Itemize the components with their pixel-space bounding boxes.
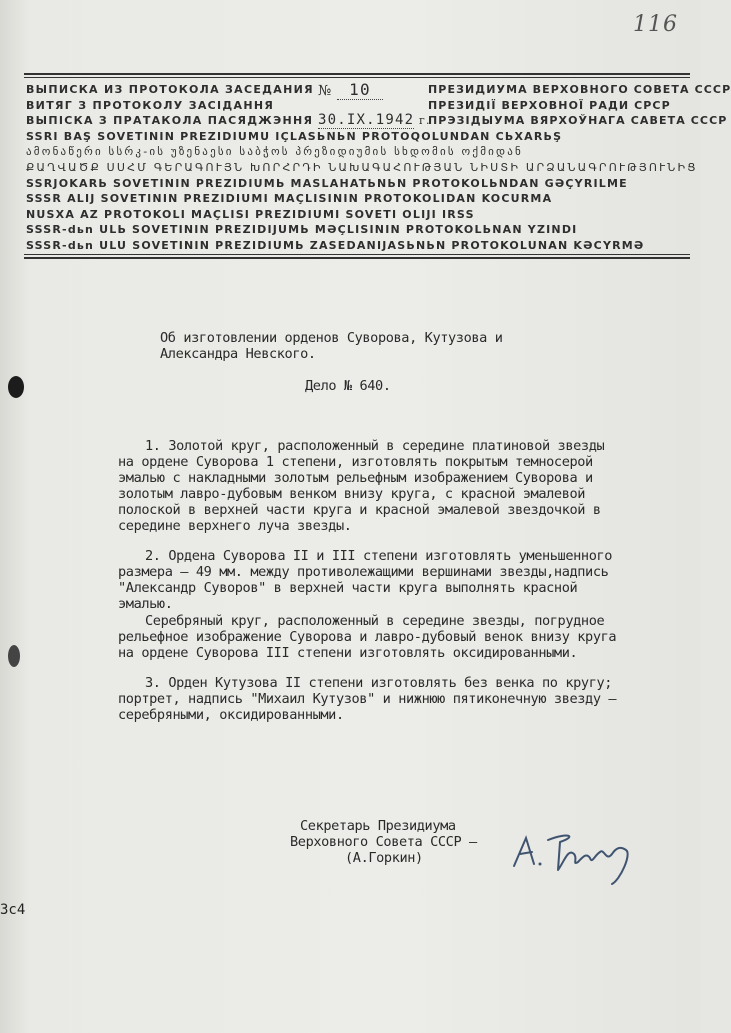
para1-line-3: эмалью с накладными золотым рельефным изображением Суворова и bbox=[118, 470, 593, 486]
handwritten-signature bbox=[508, 818, 648, 888]
archive-page-number: 116 bbox=[633, 12, 678, 37]
para1-line-4: золотым лавро-дубовым венком внизу круга, с красной эмалевой bbox=[118, 486, 586, 502]
letterhead-row-3 bbox=[26, 112, 728, 129]
letterhead bbox=[26, 80, 731, 254]
letterhead-ua-left: ВИТЯГ З ПРОТОКОЛУ ЗАСІДАННЯ bbox=[26, 98, 275, 112]
signatory-body: Верховного Совета СССР – bbox=[290, 834, 477, 850]
protocol-date-value: 30.IX.1942 bbox=[318, 112, 415, 129]
letterhead-line-hy: ՔԱՂՎԱԾՔ ՍՍՀՄ ԳԵՐԱԳՈՒՅՆ ԽՈՐՀՐԴԻ ՆԱԽԱԳԱՀՈՒԹՅԱՆ ՆԻՍՏԻ ԱՐՁԱՆԱԳՐՈՒԹՅՈՒՆԻՑ bbox=[26, 160, 698, 174]
para3-line-3: серебряными, оксидированными. bbox=[118, 707, 344, 723]
para2-line-3: "Александр Суворов" в верхней части круга выполнять красной bbox=[118, 580, 578, 596]
para2b-line-3: на ордене Суворова III степени изготовлять оксидированными. bbox=[118, 645, 578, 661]
letterhead-line-tj: NUSXA AZ PROTOKOLI MAÇLISI PREZIDIUMI SOVETI OLIJI IRSS bbox=[26, 207, 475, 221]
letterhead-row-2 bbox=[26, 98, 690, 114]
subject-line-1: Об изготовлении орденов Суворова, Кутузова и bbox=[160, 330, 503, 346]
binder-punch-hole bbox=[8, 645, 20, 667]
letterhead-spacer bbox=[318, 98, 428, 114]
letterhead-ru-left: ВЫПИСКА ИЗ ПРОТОКОЛА ЗАСЕДАНИЯ bbox=[26, 83, 314, 96]
letterhead-row-1 bbox=[26, 80, 731, 99]
para2-line-2: размера – 49 мм. между противолежащими вершинами звезды,надпись bbox=[118, 564, 609, 580]
subject-line-2: Александра Невского. bbox=[160, 346, 316, 362]
signatory-name: (А.Горкин) bbox=[345, 850, 423, 866]
para1-line-5: полоской в верхней части круга и красной эмалевой звездочкой в bbox=[118, 502, 601, 518]
letterhead-line-ky: SSSR-dьn ULU SOVETININ PREZIDIUMЬ ZASEDANIJASЬNЬN PROTOKOLUNAN KƏCYRMƏ bbox=[26, 238, 645, 252]
letterhead-line-az: SSRI BAŞ SOVETININ PREZIDIUMU IÇLASЬNЬN PROTOQOLUNDAN CЬXARЬŞ bbox=[26, 129, 563, 143]
header-bottom-rule bbox=[24, 257, 690, 259]
letterhead-by-left: ВЫПІСКА З ПРАТАКОЛА ПАСЯДЖЭННЯ bbox=[26, 114, 314, 128]
header-top-rule-thin bbox=[24, 77, 690, 78]
header-top-rule bbox=[24, 73, 690, 75]
para1-line-1: 1. Золотой круг, расположенный в середине платиновой звезды bbox=[145, 438, 605, 454]
number-sign: № bbox=[318, 83, 333, 99]
margin-note: 3с4 bbox=[0, 902, 26, 918]
protocol-number bbox=[318, 82, 428, 98]
para1-line-6: середине верхнего луча звезды. bbox=[118, 518, 352, 534]
para3-line-2: портрет, надпись "Михаил Кутузов" и нижнюю пятиконечную звезду – bbox=[118, 691, 617, 707]
signatory-title: Секретарь Президиума bbox=[300, 818, 456, 834]
letterhead-line-tk: SSRJOKARЬ SOVETININ PREZIDIUMЬ MASLAHATЬNЬN PROTOKOLЬNDAN GƏÇYRILME bbox=[26, 176, 628, 190]
letterhead-ua-right: ПРЕЗИДІЇ ВЕРХОВНОЇ РАДИ СРСР bbox=[428, 98, 671, 112]
header-bottom-rule-thin bbox=[24, 254, 690, 255]
binder-punch-hole bbox=[8, 376, 24, 398]
letterhead-by-right: ПРЭЗІДЫУМА ВЯРХОЎНАГА САВЕТА СССР bbox=[428, 114, 728, 128]
letterhead-line-ka: ამონაწერი სსრკ-ის უზენაესი საბჭოს პრეზიდიუმის სხდომის ოქმიდან bbox=[26, 145, 523, 159]
para2b-line-1: Серебряный круг, расположенный в середине звезды, погрудное bbox=[145, 613, 605, 629]
letterhead-line-kz: SSSR-dьn ULЬ SOVETININ PREZIDIJUMЬ MƏÇLISININ PROTOKOLЬNAN YZINDI bbox=[26, 223, 578, 237]
para3-line-1: 3. Орден Кутузова II степени изготовлять без венка по кругу; bbox=[145, 675, 613, 691]
para2-line-4: эмалью. bbox=[118, 596, 173, 612]
date-suffix: г. bbox=[419, 114, 431, 128]
protocol-date bbox=[318, 112, 431, 129]
para2-line-1: 2. Ордена Суворова II и III степени изготовлять уменьшенного bbox=[145, 548, 613, 564]
case-number: Дело № 640. bbox=[305, 378, 391, 394]
protocol-number-value: 10 bbox=[337, 80, 383, 100]
letterhead-ru-right: ПРЕЗИДИУМА ВЕРХОВНОГО СОВЕТА СССР bbox=[428, 83, 731, 96]
para2b-line-2: рельефное изображение Суворова и лавро-дубовый венок внизу круга bbox=[118, 629, 617, 645]
letterhead-line-uz: SSSR ALIJ SOVETININ PREZIDIUMI MAÇLISININ PROTOKOLIDAN KOCURMA bbox=[26, 192, 553, 206]
para1-line-2: на ордене Суворова 1 степени, изготовлять покрытым темносерой bbox=[118, 454, 593, 470]
